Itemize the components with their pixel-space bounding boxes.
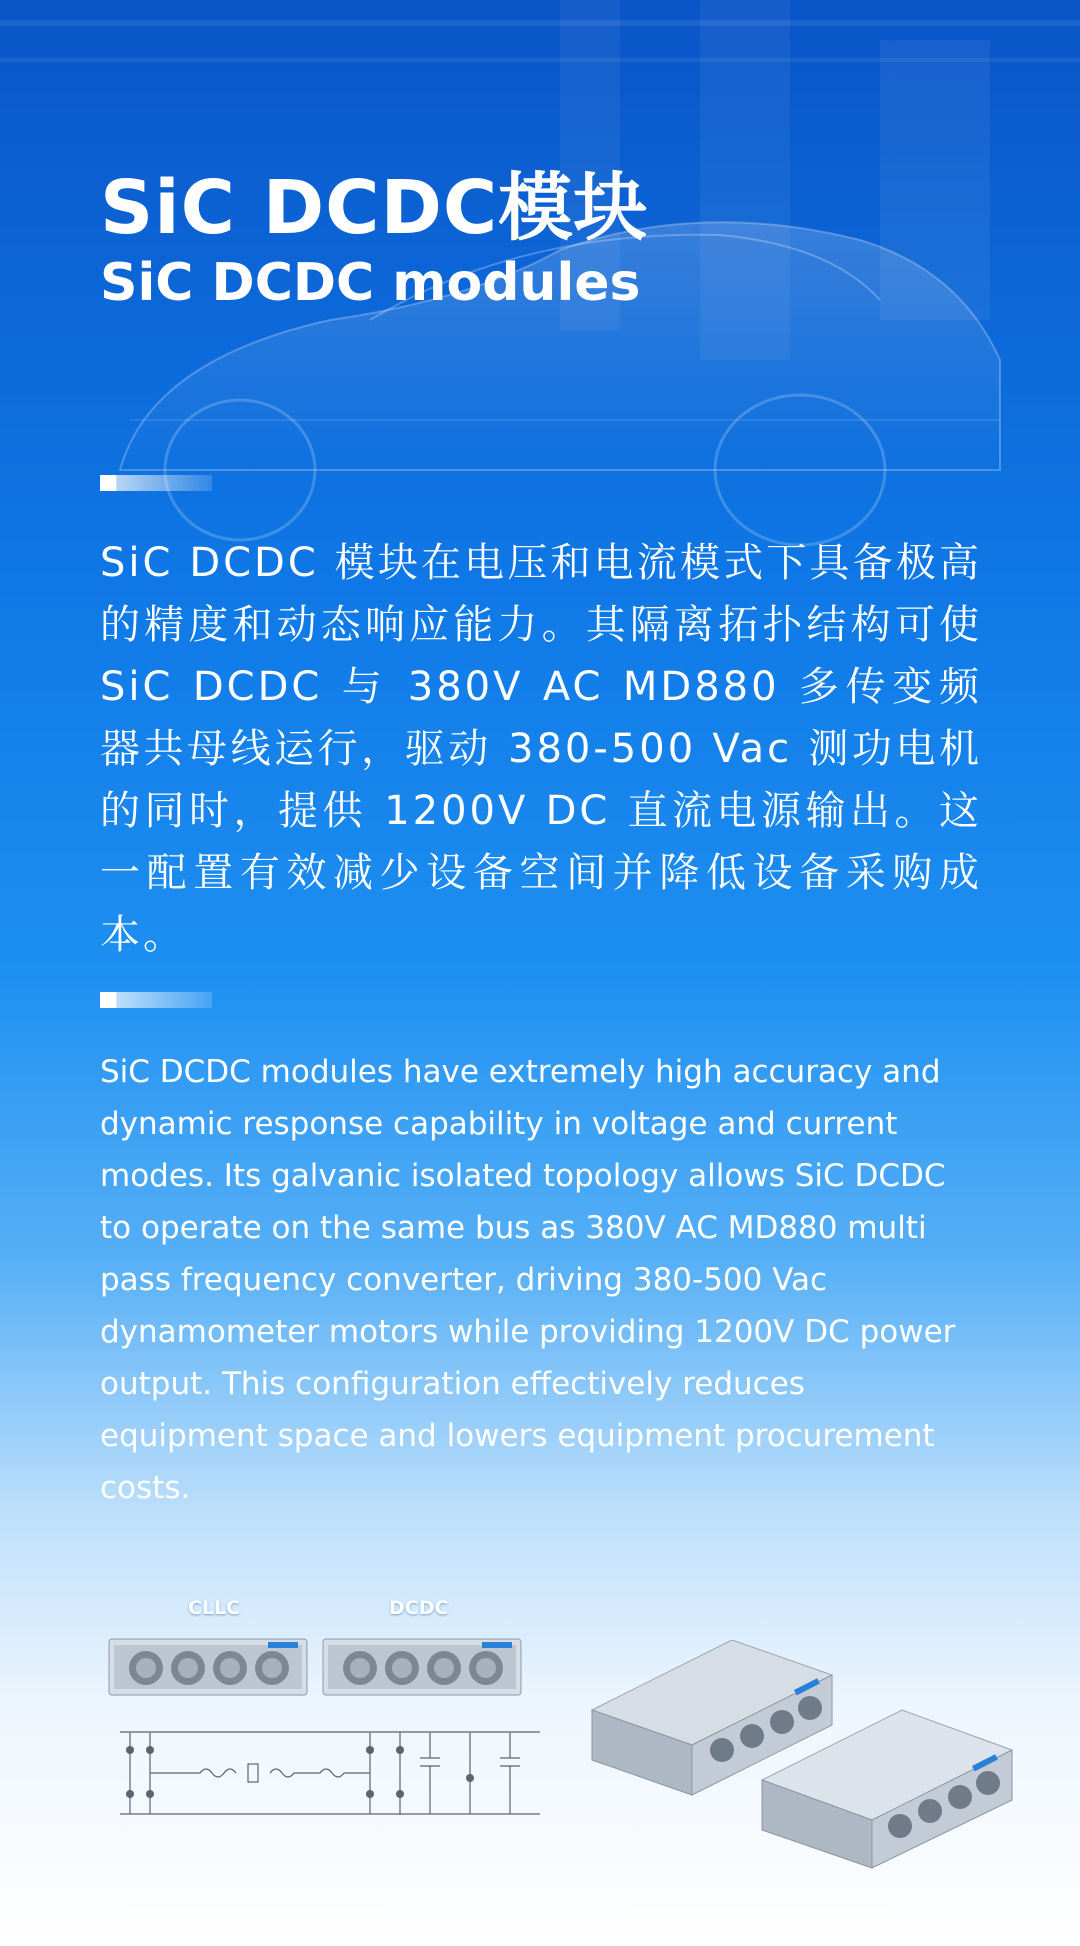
- section-divider: [100, 992, 212, 1008]
- dcdc-label: DCDC: [389, 1597, 449, 1619]
- cllc-module-image: [108, 1638, 308, 1696]
- description-en: SiC DCDC modules have extremely high accuracy and dynamic response capability in voltage and current modes. Its galvanic isolated topology allows SiC DCDC to operate on the same bus as 380V AC MD880 multi pass frequency converter, driving 380-500 Vac dynamometer motors while providing 1200V DC power output. This configuration effectively reduces equipment space and lowers equipment procurement costs.: [100, 1054, 956, 1506]
- page-subtitle: SiC DCDC modules: [100, 253, 641, 313]
- section-divider: [100, 475, 212, 491]
- description-cn: SiC DCDC 模块在电压和电流模式下具备极高的精度和动态响应能力。其隔离拓扑结构可使SiC DCDC 与 380V AC MD880 多传变频器共母线运行，驱动 380-500 Vac 测功电机的同时，提供 1200V DC 直流电源输出。这一配置有效减少设备空间并降低设备采购成本。: [100, 540, 982, 958]
- modules-3d-image: [582, 1640, 1022, 1870]
- page-title: SiC DCDC模块: [100, 165, 649, 251]
- circuit-schematic: [110, 1718, 550, 1828]
- cllc-label: CLLC: [188, 1597, 241, 1619]
- dcdc-module-image: [322, 1638, 522, 1696]
